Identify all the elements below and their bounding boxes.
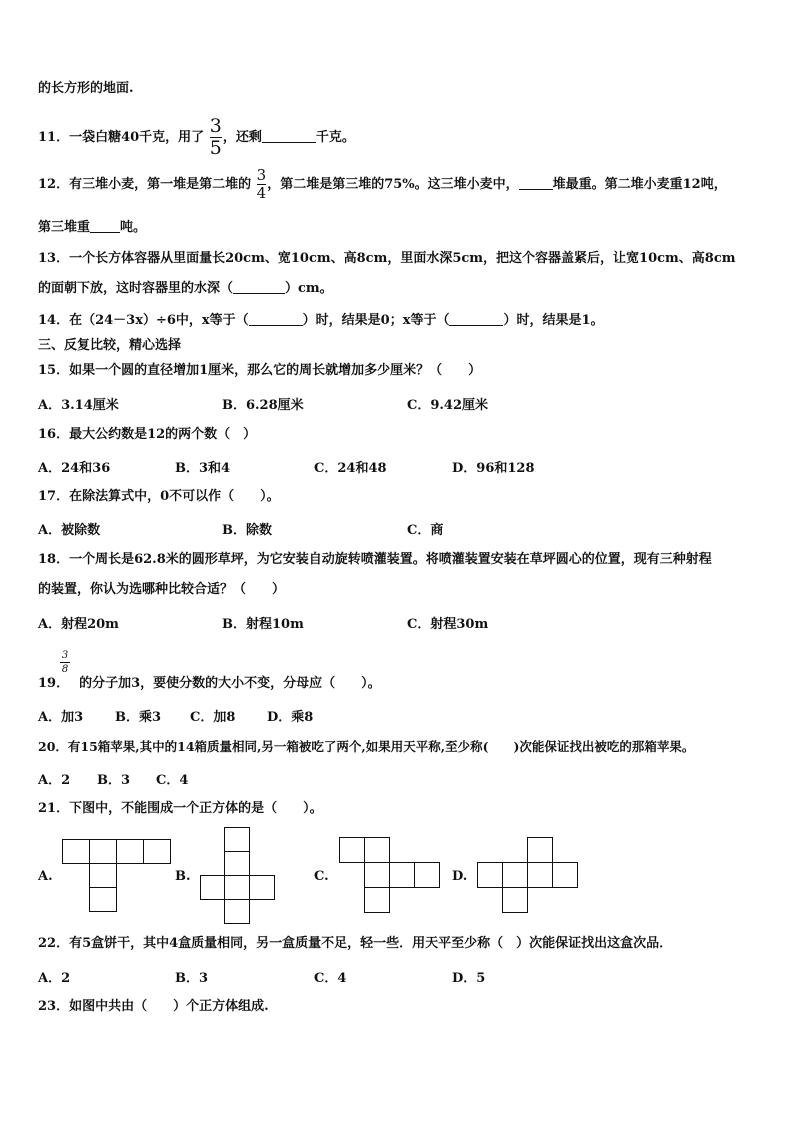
q22-option-c[interactable]: C．4 bbox=[314, 971, 347, 986]
question-18-line2: 的装置，你认为选哪种比较合适？（ ） bbox=[38, 582, 286, 597]
q12-denominator: 4 bbox=[256, 184, 267, 202]
q14-text-c: ）时，结果是1。 bbox=[503, 313, 604, 328]
q19-number: 19． bbox=[38, 676, 70, 691]
q19-option-d[interactable]: D．乘8 bbox=[267, 710, 314, 725]
q19-numerator: 3 bbox=[61, 650, 69, 661]
q14-number: 14． bbox=[38, 313, 70, 328]
q20-option-b[interactable]: B．3 bbox=[97, 773, 131, 788]
q21-label-b[interactable]: B. bbox=[175, 869, 191, 884]
q14-text-a: 在（24－3x）÷6中，x等于（ bbox=[69, 313, 249, 328]
section-heading: 三、反复比较，精心选择 bbox=[38, 338, 182, 353]
q17-option-c[interactable]: C．商 bbox=[407, 523, 444, 538]
q15-option-b[interactable]: B．6.28厘米 bbox=[222, 398, 304, 413]
question-16: 16．最大公约数是12的两个数（ ） bbox=[38, 427, 257, 442]
cube-net-b[interactable] bbox=[200, 827, 278, 925]
q15-option-a[interactable]: A．3.14厘米 bbox=[38, 398, 119, 413]
question-13-line2 bbox=[38, 279, 333, 298]
question-18: 18．一个周长是62.8米的圆形草坪，为它安装自动旋转喷灌装置。将喷灌装置安装在草坪圆心的位置，现有三种射程 bbox=[38, 552, 712, 567]
q20-option-c[interactable]: C．4 bbox=[156, 773, 189, 788]
q21-label-c[interactable]: C. bbox=[314, 869, 329, 884]
q19-option-c[interactable]: C．加8 bbox=[190, 710, 236, 725]
q18-option-c[interactable]: C．射程30m bbox=[407, 617, 489, 632]
q18-option-a[interactable]: A．射程20m bbox=[38, 617, 119, 632]
q11-numerator: 3 bbox=[209, 115, 222, 137]
cube-net-a[interactable] bbox=[62, 839, 172, 915]
q16-option-a[interactable]: A．24和36 bbox=[38, 461, 111, 476]
q12-answer-blank-1[interactable] bbox=[519, 175, 553, 190]
question-12 bbox=[38, 168, 727, 201]
question-19 bbox=[38, 675, 381, 693]
q12-answer-blank-2[interactable] bbox=[90, 218, 120, 233]
q20-option-a[interactable]: A．2 bbox=[38, 773, 71, 788]
question-12-line2 bbox=[38, 218, 146, 237]
question-22: 22．有5盒饼干，其中4盒质量相同，另一盒质量不足，轻一些．用天平至少称（ ）次能保证找出这盒次品． bbox=[38, 936, 673, 951]
q12-text-a: 有三堆小麦，第一堆是第二堆的 bbox=[69, 177, 252, 192]
q12-number: 12． bbox=[38, 177, 70, 192]
q11-answer-blank[interactable] bbox=[262, 128, 316, 143]
q22-option-d[interactable]: D．5 bbox=[452, 971, 486, 986]
q13-text-c: ）cm。 bbox=[285, 281, 333, 296]
q14-text-b: ）时，结果是0；x等于（ bbox=[302, 313, 450, 328]
q13-number: 13． bbox=[38, 251, 70, 266]
q22-option-a[interactable]: A．2 bbox=[38, 971, 71, 986]
q14-answer-blank-2[interactable] bbox=[449, 311, 503, 326]
q16-option-b[interactable]: B．3和4 bbox=[175, 461, 231, 476]
q11-number: 11． bbox=[38, 130, 70, 145]
q14-answer-blank-1[interactable] bbox=[249, 311, 303, 326]
q17-option-a[interactable]: A．被除数 bbox=[38, 523, 101, 538]
question-13 bbox=[38, 250, 736, 268]
cube-net-d[interactable] bbox=[477, 837, 579, 915]
q12-numerator: 3 bbox=[256, 166, 267, 184]
q19-fraction bbox=[60, 650, 70, 675]
question-15: 15．如果一个圆的直径增加1厘米，那么它的周长就增加多少厘米？（ ） bbox=[38, 363, 482, 378]
q15-option-c[interactable]: C．9.42厘米 bbox=[407, 398, 489, 413]
q16-option-d[interactable]: D．96和128 bbox=[452, 461, 535, 476]
question-23: 23．如图中共由（ ）个正方体组成. bbox=[38, 999, 269, 1014]
q11-fraction bbox=[210, 117, 222, 158]
q13-text-a: 一个长方体容器从里面量长20cm、宽10cm、高8cm，里面水深5cm，把这个容器盖紧后，让宽10cm、高8cm bbox=[69, 251, 736, 266]
q12-text-c: 堆最重。第二堆小麦重12吨， bbox=[552, 177, 727, 192]
q13-answer-blank[interactable] bbox=[233, 279, 285, 294]
q11-text-b: ，还剩 bbox=[222, 130, 262, 145]
q16-option-c[interactable]: C．24和48 bbox=[314, 461, 387, 476]
q18-option-b[interactable]: B．射程10m bbox=[222, 617, 304, 632]
q21-label-a[interactable]: A. bbox=[38, 869, 53, 884]
q11-text-a: 一袋白糖40千克，用了 bbox=[69, 130, 205, 145]
q11-text-c: 千克。 bbox=[315, 130, 355, 145]
cube-net-c[interactable] bbox=[339, 837, 441, 915]
q22-option-b[interactable]: B．3 bbox=[175, 971, 209, 986]
q12-fraction bbox=[257, 168, 267, 201]
q12-text-b: ，第二堆是第三堆的75%。这三堆小麦中， bbox=[267, 177, 519, 192]
question-11 bbox=[38, 117, 355, 158]
q21-label-d[interactable]: D. bbox=[452, 869, 468, 884]
q17-option-b[interactable]: B．除数 bbox=[222, 523, 272, 538]
question-21: 21．下图中，不能围成一个正方体的是（ ）。 bbox=[38, 801, 323, 816]
q19-text: 的分子加3，要使分数的大小不变，分母应（ ）。 bbox=[79, 676, 381, 691]
question-17: 17．在除法算式中，0不可以作（ ）。 bbox=[38, 489, 280, 504]
q13-text-b: 的面朝下放，这时容器里的水深（ bbox=[38, 281, 234, 296]
question-20: 20．有15箱苹果,其中的14箱质量相同,另一箱被吃了两个,如果用天平称,至少称( )次能保证找出被吃的那箱苹果。 bbox=[38, 739, 695, 754]
q12-text-e: 吨。 bbox=[120, 220, 147, 235]
q19-option-b[interactable]: B．乘3 bbox=[115, 710, 162, 725]
continued-text: 的长方形的地面. bbox=[38, 81, 134, 96]
q19-option-a[interactable]: A．加3 bbox=[38, 710, 84, 725]
question-14 bbox=[38, 311, 604, 330]
q12-text-d: 第三堆重 bbox=[38, 220, 91, 235]
q19-denominator: 8 bbox=[61, 664, 69, 675]
q11-denominator: 5 bbox=[209, 137, 222, 159]
